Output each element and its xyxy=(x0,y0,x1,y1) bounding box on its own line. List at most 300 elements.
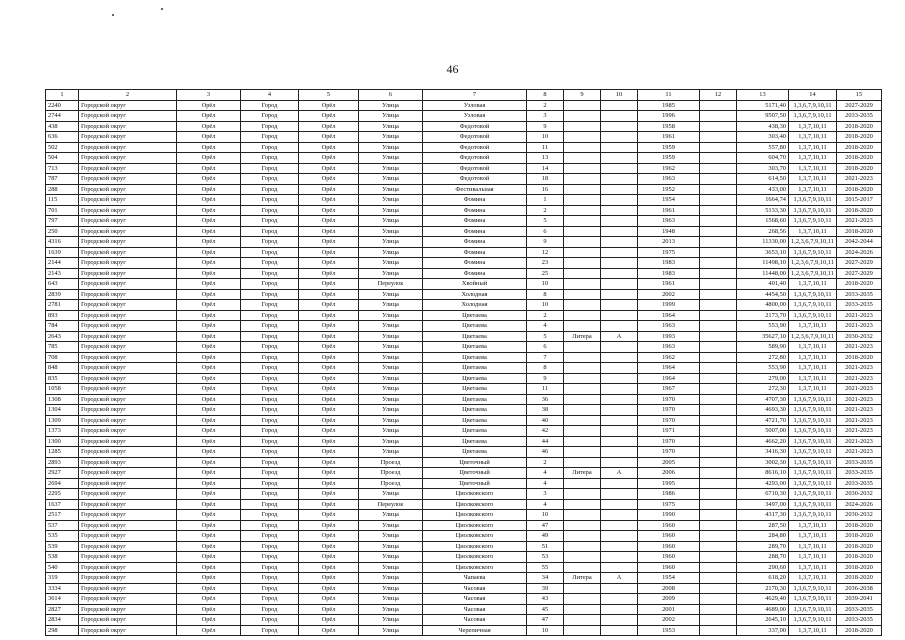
cell-year-built: 2001 xyxy=(638,604,700,615)
column-header-9: 9 xyxy=(564,90,601,101)
cell-record-id: 797 xyxy=(46,216,79,227)
table-row xyxy=(46,478,882,489)
cell-building-letter-type xyxy=(564,163,601,174)
cell-municipality-name: Орёл xyxy=(177,331,241,342)
cell-municipality-type: Городской округ xyxy=(79,300,177,311)
cell-settlement-name: Орёл xyxy=(299,384,359,395)
cell-house-number: 55 xyxy=(527,562,564,573)
cell-municipality-name: Орёл xyxy=(177,205,241,216)
cell-year-built: 1999 xyxy=(638,300,700,311)
cell-work-types: 1,3,6,7,9,10,11 xyxy=(789,247,837,258)
cell-street-name: Цветаева xyxy=(423,321,527,332)
cell-record-id: 636 xyxy=(46,132,79,143)
cell-reserved xyxy=(700,541,737,552)
cell-record-id: 1308 xyxy=(46,394,79,405)
cell-municipality-type: Городской округ xyxy=(79,289,177,300)
table-row xyxy=(46,405,882,416)
cell-record-id: 319 xyxy=(46,573,79,584)
cell-house-number: 47 xyxy=(527,615,564,626)
cell-repair-period: 2027-2029 xyxy=(837,268,882,279)
cell-house-number: 10 xyxy=(527,279,564,290)
cell-house-number: 3 xyxy=(527,489,564,500)
cell-work-types: 1,2,3,6,7,9,10,11 xyxy=(789,268,837,279)
cell-building-letter xyxy=(601,226,638,237)
cell-reserved xyxy=(700,373,737,384)
cell-settlement-type: Город xyxy=(241,405,299,416)
cell-street-type: Улица xyxy=(359,289,423,300)
cell-municipality-type: Городской округ xyxy=(79,111,177,122)
cell-reserved xyxy=(700,384,737,395)
cell-street-type: Улица xyxy=(359,363,423,374)
cell-street-name: Часовая xyxy=(423,615,527,626)
cell-reserved xyxy=(700,216,737,227)
cell-reserved xyxy=(700,520,737,531)
cell-municipality-name: Орёл xyxy=(177,457,241,468)
cell-municipality-name: Орёл xyxy=(177,541,241,552)
cell-street-name: Циолковского xyxy=(423,541,527,552)
cell-building-letter-type xyxy=(564,258,601,269)
cell-work-types: 1,3,7,10,11 xyxy=(789,352,837,363)
cell-repair-period: 2018-2020 xyxy=(837,205,882,216)
cell-municipality-name: Орёл xyxy=(177,352,241,363)
cell-record-id: 1639 xyxy=(46,247,79,258)
cell-area: 614,50 xyxy=(737,174,789,185)
cell-settlement-name: Орёл xyxy=(299,100,359,111)
cell-municipality-type: Городской округ xyxy=(79,520,177,531)
cell-settlement-name: Орёл xyxy=(299,184,359,195)
cell-area: 8616,10 xyxy=(737,468,789,479)
cell-reserved xyxy=(700,415,737,426)
cell-repair-period: 2021-2023 xyxy=(837,436,882,447)
cell-reserved xyxy=(700,342,737,353)
cell-settlement-type: Город xyxy=(241,615,299,626)
cell-year-built: 1953 xyxy=(638,625,700,636)
cell-municipality-type: Городской округ xyxy=(79,552,177,563)
cell-street-type: Переулок xyxy=(359,279,423,290)
cell-year-built: 1964 xyxy=(638,363,700,374)
cell-settlement-name: Орёл xyxy=(299,405,359,416)
cell-settlement-name: Орёл xyxy=(299,352,359,363)
cell-building-letter xyxy=(601,447,638,458)
cell-street-type: Улица xyxy=(359,121,423,132)
cell-record-id: 2827 xyxy=(46,604,79,615)
cell-year-built: 1959 xyxy=(638,142,700,153)
cell-municipality-type: Городской округ xyxy=(79,163,177,174)
cell-municipality-name: Орёл xyxy=(177,342,241,353)
cell-municipality-name: Орёл xyxy=(177,363,241,374)
cell-municipality-type: Городской округ xyxy=(79,489,177,500)
cell-street-name: Узловая xyxy=(423,111,527,122)
cell-street-type: Улица xyxy=(359,594,423,605)
cell-reserved xyxy=(700,300,737,311)
cell-record-id: 535 xyxy=(46,531,79,542)
cell-street-type: Улица xyxy=(359,520,423,531)
cell-street-name: Часовая xyxy=(423,583,527,594)
cell-street-type: Переулок xyxy=(359,499,423,510)
cell-settlement-type: Город xyxy=(241,573,299,584)
table-row xyxy=(46,195,882,206)
cell-municipality-type: Городской округ xyxy=(79,352,177,363)
cell-area: 553,90 xyxy=(737,321,789,332)
cell-record-id: 288 xyxy=(46,184,79,195)
cell-settlement-type: Город xyxy=(241,279,299,290)
cell-street-type: Улица xyxy=(359,142,423,153)
cell-street-type: Улица xyxy=(359,541,423,552)
cell-building-letter xyxy=(601,195,638,206)
cell-building-letter-type xyxy=(564,394,601,405)
cell-house-number: 4 xyxy=(527,468,564,479)
cell-reserved xyxy=(700,552,737,563)
cell-settlement-type: Город xyxy=(241,100,299,111)
cell-settlement-type: Город xyxy=(241,447,299,458)
cell-house-number: 9 xyxy=(527,237,564,248)
cell-settlement-type: Город xyxy=(241,531,299,542)
cell-street-type: Улица xyxy=(359,247,423,258)
cell-year-built: 1961 xyxy=(638,205,700,216)
cell-year-built: 1963 xyxy=(638,321,700,332)
cell-house-number: 34 xyxy=(527,573,564,584)
cell-repair-period: 2033-2035 xyxy=(837,300,882,311)
cell-building-letter xyxy=(601,541,638,552)
cell-reserved xyxy=(700,289,737,300)
cell-work-types: 1,3,6,7,9,10,11 xyxy=(789,457,837,468)
column-header-3: 3 xyxy=(177,90,241,101)
cell-building-letter-type xyxy=(564,184,601,195)
cell-repair-period: 2018-2020 xyxy=(837,226,882,237)
cell-repair-period: 2018-2020 xyxy=(837,184,882,195)
cell-area: 4662,20 xyxy=(737,436,789,447)
cell-house-number: 18 xyxy=(527,174,564,185)
cell-house-number: 10 xyxy=(527,625,564,636)
cell-house-number: 40 xyxy=(527,415,564,426)
cell-municipality-type: Городской округ xyxy=(79,205,177,216)
cell-municipality-name: Орёл xyxy=(177,520,241,531)
cell-reserved xyxy=(700,142,737,153)
cell-municipality-name: Орёл xyxy=(177,132,241,143)
cell-building-letter-type xyxy=(564,321,601,332)
cell-settlement-type: Город xyxy=(241,436,299,447)
cell-reserved xyxy=(700,615,737,626)
cell-year-built: 1961 xyxy=(638,279,700,290)
cell-work-types: 1,3,6,7,9,10,11 xyxy=(789,405,837,416)
cell-municipality-name: Орёл xyxy=(177,300,241,311)
cell-area: 11498,10 xyxy=(737,258,789,269)
cell-municipality-type: Городской округ xyxy=(79,531,177,542)
cell-municipality-type: Городской округ xyxy=(79,478,177,489)
cell-building-letter xyxy=(601,342,638,353)
cell-settlement-name: Орёл xyxy=(299,468,359,479)
cell-street-name: Холодная xyxy=(423,300,527,311)
cell-building-letter-type xyxy=(564,226,601,237)
cell-settlement-type: Город xyxy=(241,237,299,248)
cell-street-type: Улица xyxy=(359,394,423,405)
cell-settlement-name: Орёл xyxy=(299,447,359,458)
cell-house-number: 43 xyxy=(527,594,564,605)
cell-reserved xyxy=(700,447,737,458)
cell-work-types: 1,3,7,10,11 xyxy=(789,552,837,563)
cell-municipality-name: Орёл xyxy=(177,583,241,594)
table-row xyxy=(46,279,882,290)
cell-house-number: 9 xyxy=(527,121,564,132)
cell-reserved xyxy=(700,121,737,132)
cell-settlement-name: Орёл xyxy=(299,625,359,636)
cell-area: 268,56 xyxy=(737,226,789,237)
cell-building-letter-type xyxy=(564,279,601,290)
cell-area: 618,20 xyxy=(737,573,789,584)
cell-area: 2170,30 xyxy=(737,583,789,594)
cell-municipality-type: Городской округ xyxy=(79,625,177,636)
cell-work-types: 1,3,6,7,9,10,11 xyxy=(789,310,837,321)
cell-year-built: 1970 xyxy=(638,436,700,447)
cell-year-built: 1960 xyxy=(638,531,700,542)
cell-street-name: Чапаева xyxy=(423,573,527,584)
cell-repair-period: 2033-2035 xyxy=(837,468,882,479)
cell-street-type: Улица xyxy=(359,625,423,636)
cell-building-letter xyxy=(601,258,638,269)
cell-settlement-name: Орёл xyxy=(299,289,359,300)
cell-settlement-name: Орёл xyxy=(299,415,359,426)
cell-municipality-type: Городской округ xyxy=(79,216,177,227)
cell-reserved xyxy=(700,279,737,290)
cell-settlement-type: Город xyxy=(241,363,299,374)
cell-municipality-name: Орёл xyxy=(177,100,241,111)
cell-work-types: 1,3,6,7,9,10,11 xyxy=(789,468,837,479)
cell-building-letter xyxy=(601,457,638,468)
cell-record-id: 538 xyxy=(46,552,79,563)
cell-year-built: 1954 xyxy=(638,573,700,584)
cell-building-letter xyxy=(601,247,638,258)
table-row xyxy=(46,289,882,300)
cell-street-type: Улица xyxy=(359,153,423,164)
cell-repair-period: 2018-2020 xyxy=(837,153,882,164)
cell-municipality-type: Городской округ xyxy=(79,363,177,374)
cell-building-letter-type: Литера xyxy=(564,573,601,584)
cell-building-letter-type xyxy=(564,562,601,573)
cell-settlement-name: Орёл xyxy=(299,174,359,185)
cell-area: 279,00 xyxy=(737,373,789,384)
table-row xyxy=(46,111,882,122)
cell-street-type: Улица xyxy=(359,352,423,363)
cell-house-number: 4 xyxy=(527,478,564,489)
cell-year-built: 2005 xyxy=(638,457,700,468)
cell-house-number: 10 xyxy=(527,510,564,521)
cell-street-name: Циолковского xyxy=(423,520,527,531)
cell-house-number: 42 xyxy=(527,426,564,437)
cell-municipality-type: Городской округ xyxy=(79,615,177,626)
column-header-2: 2 xyxy=(79,90,177,101)
cell-reserved xyxy=(700,363,737,374)
cell-work-types: 1,3,7,10,11 xyxy=(789,373,837,384)
cell-street-type: Улица xyxy=(359,205,423,216)
cell-building-letter xyxy=(601,604,638,615)
cell-settlement-name: Орёл xyxy=(299,342,359,353)
cell-settlement-type: Город xyxy=(241,310,299,321)
table-row xyxy=(46,615,882,626)
cell-settlement-name: Орёл xyxy=(299,153,359,164)
cell-repair-period: 2021-2023 xyxy=(837,342,882,353)
column-header-15: 15 xyxy=(837,90,882,101)
cell-street-name: Цветаева xyxy=(423,352,527,363)
cell-repair-period: 2018-2020 xyxy=(837,352,882,363)
cell-record-id: 2143 xyxy=(46,268,79,279)
cell-street-name: Фестивальная xyxy=(423,184,527,195)
cell-record-id: 2240 xyxy=(46,100,79,111)
cell-building-letter xyxy=(601,531,638,542)
cell-house-number: 6 xyxy=(527,342,564,353)
cell-reserved xyxy=(700,573,737,584)
cell-area: 4707,30 xyxy=(737,394,789,405)
cell-settlement-type: Город xyxy=(241,216,299,227)
cell-year-built: 1970 xyxy=(638,415,700,426)
cell-repair-period: 2021-2023 xyxy=(837,447,882,458)
cell-building-letter-type xyxy=(564,457,601,468)
cell-building-letter-type xyxy=(564,100,601,111)
cell-record-id: 2517 xyxy=(46,510,79,521)
cell-building-letter xyxy=(601,132,638,143)
cell-area: 284,80 xyxy=(737,531,789,542)
cell-municipality-type: Городской округ xyxy=(79,447,177,458)
cell-building-letter-type xyxy=(564,195,601,206)
cell-repair-period: 2021-2023 xyxy=(837,363,882,374)
cell-building-letter xyxy=(601,310,638,321)
cell-house-number: 47 xyxy=(527,520,564,531)
table-row xyxy=(46,205,882,216)
cell-record-id: 2144 xyxy=(46,258,79,269)
cell-house-number: 11 xyxy=(527,384,564,395)
cell-work-types: 1,3,7,10,11 xyxy=(789,153,837,164)
cell-record-id: 539 xyxy=(46,541,79,552)
cell-municipality-name: Орёл xyxy=(177,142,241,153)
cell-municipality-name: Орёл xyxy=(177,499,241,510)
table-row xyxy=(46,436,882,447)
cell-year-built: 1983 xyxy=(638,268,700,279)
cell-building-letter: А xyxy=(601,573,638,584)
cell-street-name: Цветаева xyxy=(423,384,527,395)
cell-settlement-name: Орёл xyxy=(299,478,359,489)
column-header-12: 12 xyxy=(700,90,737,101)
cell-work-types: 1,2,3,6,7,9,10,11 xyxy=(789,331,837,342)
table-row xyxy=(46,268,882,279)
cell-record-id: 2834 xyxy=(46,615,79,626)
cell-record-id: 115 xyxy=(46,195,79,206)
cell-settlement-name: Орёл xyxy=(299,583,359,594)
cell-settlement-name: Орёл xyxy=(299,258,359,269)
cell-settlement-name: Орёл xyxy=(299,363,359,374)
cell-year-built: 1962 xyxy=(638,352,700,363)
cell-settlement-type: Город xyxy=(241,478,299,489)
cell-year-built: 1970 xyxy=(638,447,700,458)
cell-repair-period: 2027-2029 xyxy=(837,100,882,111)
cell-record-id: 250 xyxy=(46,226,79,237)
cell-reserved xyxy=(700,531,737,542)
cell-street-name: Цветаева xyxy=(423,342,527,353)
cell-settlement-type: Город xyxy=(241,153,299,164)
cell-street-name: Цветаева xyxy=(423,436,527,447)
cell-house-number: 13 xyxy=(527,153,564,164)
cell-street-type: Улица xyxy=(359,226,423,237)
cell-record-id: 2927 xyxy=(46,468,79,479)
cell-work-types: 1,3,7,10,11 xyxy=(789,562,837,573)
cell-house-number: 2 xyxy=(527,205,564,216)
table-row xyxy=(46,384,882,395)
cell-settlement-type: Город xyxy=(241,520,299,531)
cell-street-type: Улица xyxy=(359,342,423,353)
cell-building-letter xyxy=(601,279,638,290)
cell-reserved xyxy=(700,436,737,447)
cell-work-types: 1,2,3,6,7,9,10,11 xyxy=(789,258,837,269)
cell-reserved xyxy=(700,352,737,363)
cell-municipality-name: Орёл xyxy=(177,195,241,206)
cell-building-letter-type xyxy=(564,520,601,531)
cell-repair-period: 2024-2026 xyxy=(837,499,882,510)
cell-repair-period: 2033-2035 xyxy=(837,604,882,615)
cell-building-letter-type xyxy=(564,363,601,374)
cell-municipality-name: Орёл xyxy=(177,415,241,426)
cell-building-letter xyxy=(601,363,638,374)
cell-work-types: 1,3,6,7,9,10,11 xyxy=(789,394,837,405)
cell-settlement-type: Город xyxy=(241,205,299,216)
cell-work-types: 1,3,6,7,9,10,11 xyxy=(789,604,837,615)
cell-repair-period: 2033-2035 xyxy=(837,457,882,468)
table-row xyxy=(46,573,882,584)
cell-repair-period: 2018-2020 xyxy=(837,163,882,174)
cell-reserved xyxy=(700,604,737,615)
cell-building-letter xyxy=(601,352,638,363)
cell-municipality-type: Городской округ xyxy=(79,174,177,185)
cell-street-type: Улица xyxy=(359,237,423,248)
cell-settlement-type: Город xyxy=(241,373,299,384)
cell-street-name: Узловая xyxy=(423,100,527,111)
cell-settlement-name: Орёл xyxy=(299,268,359,279)
table-row xyxy=(46,531,882,542)
cell-building-letter xyxy=(601,121,638,132)
cell-municipality-type: Городской округ xyxy=(79,226,177,237)
table-row xyxy=(46,310,882,321)
cell-repair-period: 2030-2032 xyxy=(837,331,882,342)
cell-municipality-type: Городской округ xyxy=(79,405,177,416)
cell-record-id: 1285 xyxy=(46,447,79,458)
cell-repair-period: 2018-2020 xyxy=(837,531,882,542)
cell-reserved xyxy=(700,510,737,521)
cell-area: 438,30 xyxy=(737,121,789,132)
cell-house-number: 10 xyxy=(527,300,564,311)
column-header-8: 8 xyxy=(527,90,564,101)
cell-municipality-name: Орёл xyxy=(177,426,241,437)
cell-building-letter xyxy=(601,153,638,164)
cell-street-name: Черепичная xyxy=(423,625,527,636)
table-row xyxy=(46,184,882,195)
cell-street-type: Проезд xyxy=(359,478,423,489)
cell-street-name: Фомина xyxy=(423,247,527,258)
table-row xyxy=(46,499,882,510)
cell-repair-period: 2042-2044 xyxy=(837,237,882,248)
cell-area: 5007,00 xyxy=(737,426,789,437)
cell-street-type: Улица xyxy=(359,268,423,279)
cell-street-type: Улица xyxy=(359,331,423,342)
cell-building-letter-type xyxy=(564,300,601,311)
cell-street-name: Цветаева xyxy=(423,373,527,384)
cell-building-letter xyxy=(601,583,638,594)
cell-work-types: 1,2,3,6,7,9,10,11 xyxy=(789,237,837,248)
cell-street-name: Часовая xyxy=(423,594,527,605)
table-row xyxy=(46,604,882,615)
cell-house-number: 49 xyxy=(527,531,564,542)
cell-settlement-name: Орёл xyxy=(299,331,359,342)
cell-year-built: 1985 xyxy=(638,100,700,111)
cell-settlement-name: Орёл xyxy=(299,426,359,437)
cell-building-letter xyxy=(601,384,638,395)
cell-settlement-type: Город xyxy=(241,289,299,300)
